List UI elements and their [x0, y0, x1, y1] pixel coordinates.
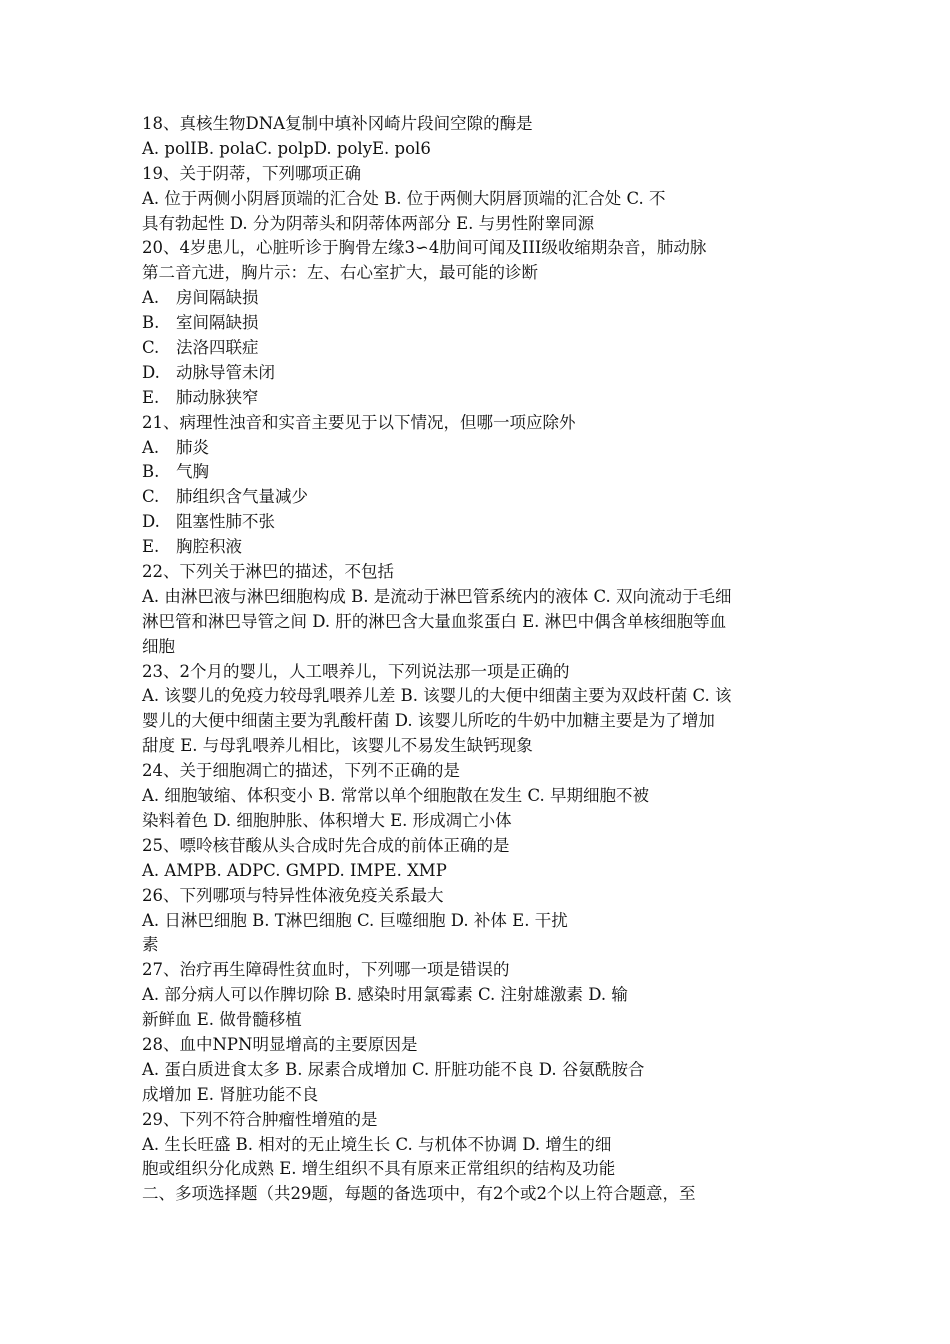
text-line: 25、嘌呤核苷酸从头合成时先合成的前体正确的是 [142, 835, 510, 855]
text-line: 21、病理性浊音和实音主要见于以下情况，但哪一项应除外 [142, 412, 576, 432]
option-text: 肺动脉狭窄 [176, 387, 259, 407]
option-line [142, 386, 812, 411]
option-line [142, 286, 812, 311]
option-letter: A. [142, 437, 160, 457]
text-line: 新鲜血 E. 做骨髓移植 [142, 1010, 302, 1030]
option-letter: E. [142, 537, 160, 557]
text-line: 染料着色 D. 细胞肿胀、体积增大 E. 形成凋亡小体 [142, 810, 512, 830]
option-line [142, 436, 812, 461]
text-line: 淋巴管和淋巴导管之间 D. 肝的淋巴含大量血浆蛋白 E. 淋巴中偶含单核细胞等血 [142, 611, 727, 631]
text-line: A. 日淋巴细胞 B. T淋巴细胞 C. 巨噬细胞 D. 补体 E. 干扰 [142, 910, 568, 930]
text-line: 19、关于阴蒂，下列哪项正确 [142, 163, 361, 183]
text-line: 20、4岁患儿，心脏听诊于胸骨左缘3∽4肋间可闻及III级收缩期杂音，肺动脉 [142, 238, 707, 258]
text-line: 胞或组织分化成熟 E. 增生组织不具有原来正常组织的结构及功能 [142, 1159, 616, 1179]
text-line: A. 细胞皱缩、体积变小 B. 常常以单个细胞散在发生 C. 早期细胞不被 [142, 786, 650, 806]
text-line: A. 位于两侧小阴唇顶端的汇合处 B. 位于两侧大阴唇顶端的汇合处 C. 不 [142, 188, 666, 208]
option-text: 阻塞性肺不张 [176, 512, 275, 532]
option-line [142, 311, 812, 336]
text-line: 23、2个月的婴儿，人工喂养儿，下列说法那一项是正确的 [142, 661, 570, 681]
text-line: A. AMPB. ADPC. GMPD. IMPE. XMP [142, 860, 447, 880]
option-text: 气胸 [176, 462, 209, 482]
text-line: 婴儿的大便中细菌主要为乳酸杆菌 D. 该婴儿所吃的牛奶中加糖主要是为了增加 [142, 711, 715, 731]
text-line: 甜度 E. 与母乳喂养儿相比，该婴儿不易发生缺钙现象 [142, 736, 533, 756]
text-line: A. 由淋巴液与淋巴细胞构成 B. 是流动于淋巴管系统内的液体 C. 双向流动于毛细 [142, 586, 732, 606]
text-line: A. 生长旺盛 B. 相对的无止境生长 C. 与机体不协调 D. 增生的细 [142, 1134, 612, 1154]
text-line: 18、真核生物DNA复制中填补冈崎片段间空隙的酶是 [142, 114, 533, 133]
option-text: 法洛四联症 [176, 338, 259, 358]
option-line [142, 510, 812, 535]
text-line: 28、血中NPN明显增高的主要原因是 [142, 1034, 418, 1054]
option-letter: D. [142, 362, 160, 382]
option-line [142, 460, 812, 485]
text-line: A. 蛋白质进食太多 B. 尿素合成增加 C. 肝脏功能不良 D. 谷氨酰胺合 [142, 1059, 645, 1079]
option-letter: A. [142, 288, 160, 308]
option-text: 胸腔积液 [176, 537, 242, 557]
text-line: A. 该婴儿的免疫力较母乳喂养儿差 B. 该婴儿的大便中细菌主要为双歧杆菌 C. 该 [142, 686, 732, 706]
text-line: 第二音亢进，胸片示：左、右心室扩大，最可能的诊断 [142, 263, 538, 283]
option-letter: C. [142, 487, 160, 507]
option-letter: E. [142, 387, 160, 407]
text-line: 成增加 E. 肾脏功能不良 [142, 1084, 319, 1104]
text-line: 24、关于细胞凋亡的描述，下列不正确的是 [142, 761, 460, 781]
option-line [142, 336, 812, 361]
option-text: 室间隔缺损 [176, 313, 259, 333]
option-text: 肺炎 [176, 437, 209, 457]
text-line: A. 部分病人可以作脾切除 B. 感染时用氯霉素 C. 注射雄激素 D. 输 [142, 985, 628, 1005]
option-text: 房间隔缺损 [176, 288, 259, 308]
option-text: 动脉导管未闭 [176, 362, 275, 382]
text-line: A. polⅠB. polaC. polpD. polyE. pol6 [142, 138, 431, 158]
option-letter: B. [142, 313, 160, 333]
text-line: 具有勃起性 D. 分为阴蒂头和阴蒂体两部分 E. 与男性附睾同源 [142, 213, 595, 233]
text-line: 细胞 [142, 636, 175, 656]
option-line [142, 485, 812, 510]
option-letter: C. [142, 338, 160, 358]
question-text-body [142, 112, 812, 1207]
text-line: 27、治疗再生障碍性贫血时，下列哪一项是错误的 [142, 960, 510, 980]
text-line: 26、下列哪项与特异性体液免疫关系最大 [142, 885, 444, 905]
text-line: 22、下列关于淋巴的描述，不包括 [142, 562, 394, 582]
text-line: 29、下列不符合肿瘤性增殖的是 [142, 1109, 378, 1129]
option-letter: B. [142, 462, 160, 482]
text-line: 二、多项选择题（共29题，每题的备选项中，有2个或2个以上符合题意，至 [142, 1184, 696, 1204]
option-line [142, 535, 812, 560]
option-line [142, 361, 812, 386]
option-letter: D. [142, 512, 160, 532]
option-text: 肺组织含气量减少 [176, 487, 308, 507]
text-line: 素 [142, 935, 159, 955]
